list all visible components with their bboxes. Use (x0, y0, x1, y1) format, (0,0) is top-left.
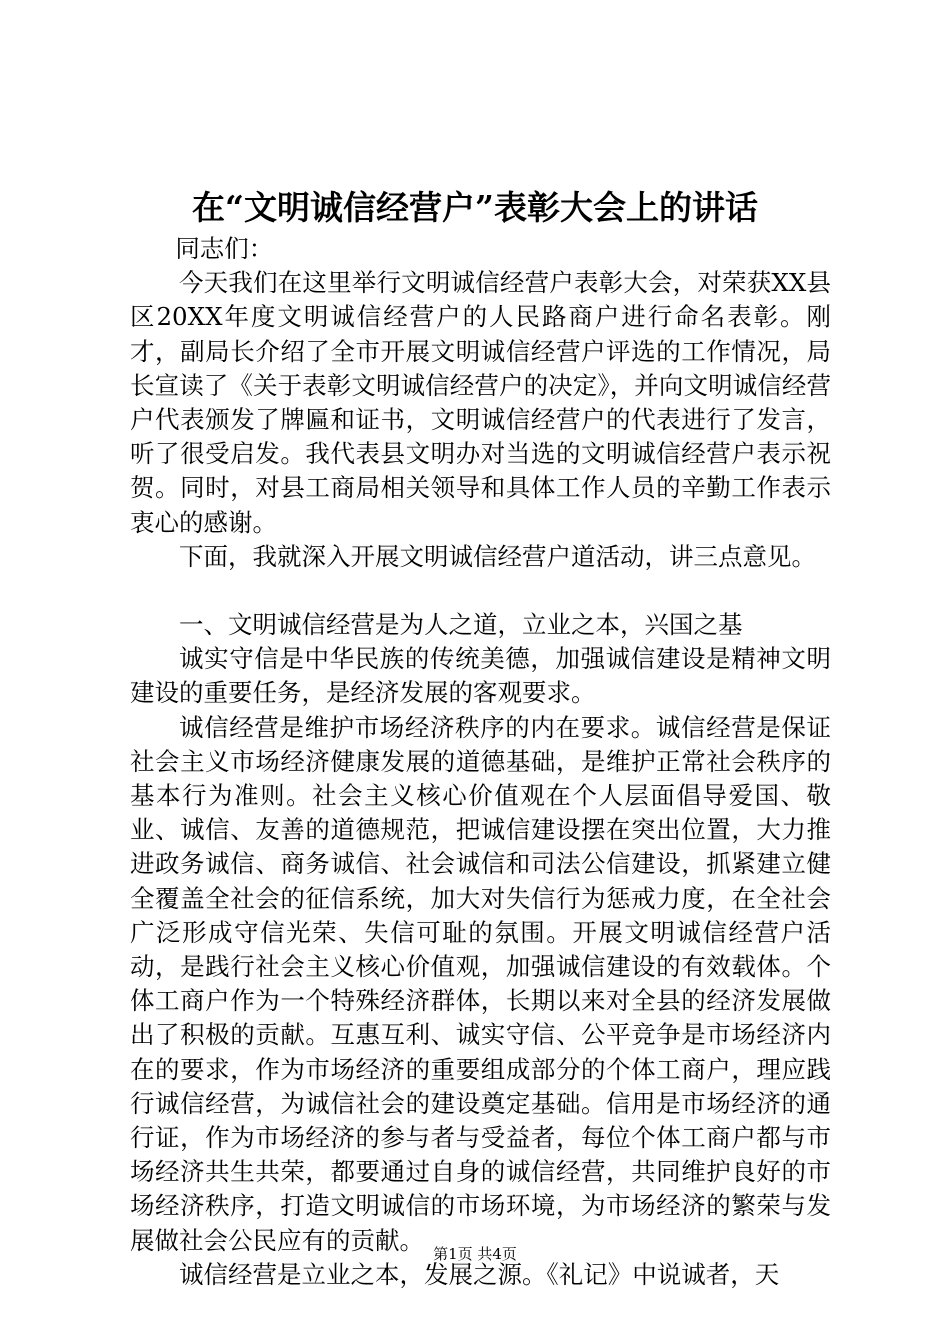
section-heading: 一、文明诚信经营是为人之道，立业之本，兴国之基 (179, 610, 743, 640)
document-body (130, 232, 831, 1292)
paragraph: 今天我们在这里举行文明诚信经营户表彰大会，对荣获XX县区20XX年度文明诚信经营户的人民路商户进行命名表彰。刚才，副局长介绍了全市开展文明诚信经营户评选的工作情况，局长宣读了《关于表彰文明诚信经营户的决定》，并向文明诚信经营户代表颁发了牌匾和证书，文明诚信经营户的代表进行了发言，听了很受启发。我代表县文明办对当选的文明诚信经营户表示祝贺。同时，对县工商局相关领导和具体工作人员的辛勤工作表示衷心的感谢。 (130, 268, 831, 537)
salutation: 同志们： (175, 234, 274, 263)
page-number: 第1页 共4页 (433, 1245, 517, 1263)
paragraph-spacer (130, 574, 831, 608)
paragraph: 诚信经营是维护市场经济秩序的内在要求。诚信经营是保证社会主义市场经济健康发展的道德基础，是维护正常社会秩序的基本行为准则。社会主义核心价值观在个人层面倡导爱国、敬业、诚信、友善的道德规范，把诚信建设摆在突出位置，大力推进政务诚信、商务诚信、社会诚信和司法公信建设，抓紧建立健全覆盖全社会的征信系统，加大对失信行为惩戒力度，在全社会广泛形成守信光荣、失信可耻的氛围。开展文明诚信经营户活动，是践行社会主义核心价值观，加强诚信建设的有效载体。个体工商户作为一个特殊经济群体，长期以来对全县的经济发展做出了积极的贡献。互惠互利、诚实守信、公平竞争是市场经济内在的要求，作为市场经济的重要组成部分的个体工商户，理应践行诚信经营，为诚信社会的建设奠定基础。信用是市场经济的通行证，作为市场经济的参与者与受益者，每位个体工商户都与市场经济共生共荣，都要通过自身的诚信经营，共同维护良好的市场经济秩序，打造文明诚信的市场环境，为市场经济的繁荣与发展做社会公民应有的贡献。 (130, 712, 831, 1255)
paragraph: 诚实守信是中华民族的传统美德，加强诚信建设是精神文明建设的重要任务，是经济发展的客观要求。 (130, 644, 831, 708)
document-title: 在“文明诚信经营户”表彰大会上的讲话 (192, 188, 758, 227)
paragraph: 下面，我就深入开展文明诚信经营户道活动，讲三点意见。 (179, 541, 816, 571)
paragraph: 诚信经营是立业之本，发展之源。《礼记》中说诚者，天 (179, 1259, 780, 1289)
